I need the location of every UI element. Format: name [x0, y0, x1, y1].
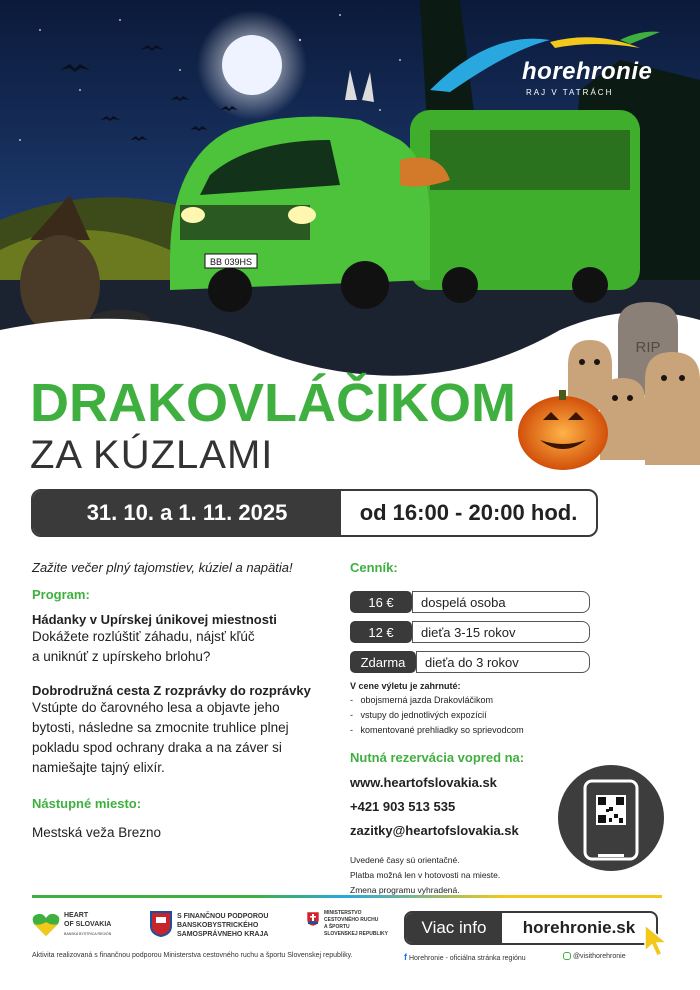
price-value: 16 €	[350, 591, 412, 613]
price-label: dieťa do 3 rokov	[416, 651, 590, 673]
event-dates: 31. 10. a 1. 11. 2025	[33, 491, 341, 535]
sponsor-ministry-line: CESTOVNÉHO RUCHU	[324, 917, 379, 923]
facebook-label: Horehronie - oficiálna stránka regiónu	[408, 955, 526, 962]
color-divider	[32, 895, 662, 898]
sk-coat-of-arms-icon	[306, 911, 320, 927]
reservation-email[interactable]: zazitky@heartofslovakia.sk	[350, 823, 519, 838]
program-item-line: namiešajte tajný elixír.	[32, 760, 165, 775]
date-bar	[31, 489, 598, 537]
cursor-pointer-icon	[643, 923, 673, 959]
program-heading: Program:	[32, 587, 90, 602]
sponsor-hos-line: BANSKÁ BYSTRICA REGIÓN	[64, 932, 112, 936]
facebook-link[interactable]	[404, 952, 526, 962]
sponsor-bbsk-line: SAMOSPRÁVNEHO KRAJA	[177, 931, 269, 938]
note-line: Zmena programu vyhradená.	[350, 885, 460, 895]
price-label: dospelá osoba	[412, 591, 590, 613]
reservation-heading: Nutná rezervácia vopred na:	[350, 750, 525, 765]
sponsor-hos-line: HEART	[64, 912, 89, 919]
more-info-url[interactable]: horehronie.sk	[522, 918, 636, 937]
instagram-label: @visithorehronie	[572, 952, 626, 960]
event-subtitle: ZA KÚZLAMI	[30, 433, 274, 477]
tombstone-text: RIP	[635, 339, 661, 356]
price-value: Zdarma	[350, 651, 416, 673]
more-info-label: Viac info	[406, 913, 502, 943]
includes-item: - obojsmerná jazda Drakovláčikom	[350, 695, 494, 705]
logo-tagline: RAJ V TATRÁCH	[526, 88, 614, 97]
moon	[222, 35, 282, 95]
event-hours: od 16:00 - 20:00 hod.	[359, 500, 578, 525]
qr-phone-badge[interactable]	[558, 765, 664, 871]
price-row	[350, 621, 550, 645]
heart-icon	[32, 912, 60, 938]
pricing-heading: Cenník:	[350, 560, 398, 575]
program-item-title: Hádanky v Upírskej únikovej miestnosti	[32, 612, 277, 627]
more-info-bar[interactable]	[404, 911, 658, 945]
sponsor-ministry-line: SLOVENSKEJ REPUBLIKY	[324, 931, 388, 937]
note-line: Uvedené časy sú orientačné.	[350, 855, 460, 865]
sponsor-ministry-line: MINISTERSTVO	[324, 910, 362, 916]
program-item-line: Vstúpte do čarovného lesa a objavte jeho	[32, 700, 280, 715]
sponsor-ministry-line: A ŠPORTU	[324, 924, 350, 930]
instagram-link[interactable]	[563, 952, 626, 960]
instagram-icon	[563, 952, 571, 960]
program-item-title: Dobrodružná cesta Z rozprávky do rozprávky	[32, 683, 311, 698]
license-plate: BB 039HS	[209, 257, 253, 267]
heart-of-slovakia-logo[interactable]	[32, 910, 132, 940]
includes-item: - komentované prehliadky so sprievodcom	[350, 725, 524, 735]
train-wagons	[410, 110, 640, 303]
program-tagline: Zažite večer plný tajomstiev, kúziel a napätia!	[32, 560, 293, 575]
reservation-phone[interactable]: +421 903 513 535	[350, 799, 456, 814]
program-item-line: pokladu spod ochrany draka a na záver si	[32, 740, 282, 755]
price-row	[350, 651, 550, 675]
includes-heading: V cene výletu je zahrnuté:	[350, 681, 461, 691]
meeting-point: Mestská veža Brezno	[32, 825, 162, 840]
pricing-section	[350, 560, 550, 898]
sponsor-bbsk-line: BANSKOBYSTRICKÉHO	[177, 922, 259, 929]
event-title: DRAKOVLÁČIKOM	[30, 373, 516, 433]
price-row	[350, 591, 550, 615]
facebook-icon: f	[404, 952, 407, 962]
footer-funding-note: Aktivita realizovaná s finančnou podporou Ministerstva cestovného ruchu a športu Slovenskej republiky.	[32, 952, 353, 959]
program-item-line: bytosti, následne sa zmocnite truhlice plnej	[32, 720, 289, 735]
crest-icon	[150, 911, 172, 937]
bbsk-logo[interactable]	[150, 910, 280, 940]
price-label: dieťa 3-15 rokov	[412, 621, 590, 643]
sponsor-hos-line: OF SLOVAKIA	[64, 921, 112, 928]
program-item-line: a uniknúť z upírskeho brlohu?	[32, 649, 211, 664]
reservation-web-link[interactable]: www.heartofslovakia.sk	[350, 775, 497, 790]
horehronie-logo[interactable]	[430, 30, 680, 110]
note-line: Platba možná len v hotovosti na mieste.	[350, 870, 501, 880]
program-item-line: Dokážete rozlúštiť záhadu, nájsť kľúč	[32, 629, 255, 644]
meeting-point-heading: Nástupné miesto:	[32, 796, 142, 811]
sponsor-bbsk-line: S FINANČNOU PODPOROU	[177, 913, 269, 920]
includes-item: - vstupy do jednotlivých expozícií	[350, 710, 487, 720]
logo-name: horehronie	[522, 58, 653, 85]
price-value: 12 €	[350, 621, 412, 643]
phone-qr-icon	[558, 765, 664, 871]
program-section	[32, 560, 332, 843]
ministry-logo[interactable]	[306, 909, 396, 943]
